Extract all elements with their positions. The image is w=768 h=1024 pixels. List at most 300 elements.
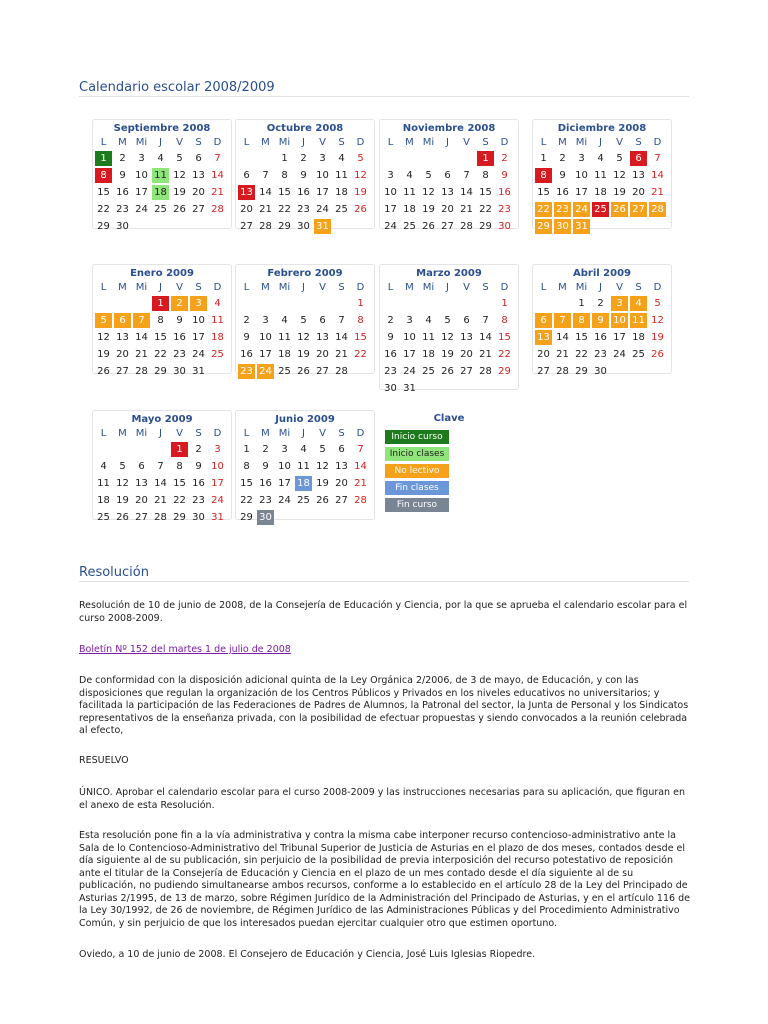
- calendar-day: 20: [116, 349, 129, 360]
- resolucion-paragraph-1: De conformidad con la disposición adicional quinta de la Ley Orgánica 2/2006, de 3 de mayo, de Educación, y con las disposiciones que regulan la organización de los Centros Públicos y Privados en los niveles educativos no universitarios; y facilitada la participación de las Federaciones de Padres de Alumnos, la Patronal del sector, la Junta de Personal y los Sindicatos representativos de la enseñanza privada, con la posibilidad de efectuar propuestas y siendo convocados a la reunión celebrada al efecto,: [79, 675, 689, 736]
- calendar-day: 12: [651, 315, 664, 326]
- month-calendar: [532, 264, 672, 377]
- calendar-day: 8: [176, 461, 183, 472]
- calendar-day: 17: [259, 349, 272, 360]
- calendar-day: 4: [214, 298, 221, 309]
- calendar-day: 25: [592, 202, 609, 217]
- week-row: [236, 202, 374, 218]
- empty-day: [257, 296, 274, 311]
- calendar-day: 24: [384, 221, 397, 232]
- calendar-day: 21: [556, 349, 569, 360]
- calendar-day: 24: [316, 204, 329, 215]
- calendar-day: 5: [616, 153, 623, 164]
- calendar-day: 21: [335, 349, 348, 360]
- week-row: [380, 219, 518, 235]
- empty-day: [133, 442, 150, 457]
- legend-item-inicio-curso: Inicio curso: [385, 430, 449, 444]
- weekday-header: M: [118, 282, 127, 293]
- calendar-day: 31: [314, 219, 331, 234]
- weekday-header: S: [338, 282, 345, 293]
- week-row: [236, 347, 374, 363]
- calendar-day: 31: [403, 383, 416, 394]
- calendar-day: 17: [613, 332, 626, 343]
- calendar-day: 26: [441, 366, 454, 377]
- weekday-header: V: [176, 137, 183, 148]
- calendar-day: 13: [116, 332, 129, 343]
- calendar-day: 4: [597, 153, 604, 164]
- calendar-day: 8: [243, 461, 250, 472]
- calendar-day: 14: [479, 332, 492, 343]
- calendar-day: 23: [594, 349, 607, 360]
- empty-day: [477, 296, 494, 311]
- weekday-header: V: [319, 137, 326, 148]
- weekday-header-row: [533, 280, 671, 296]
- weekday-header: L: [243, 428, 250, 439]
- calendar-day: 11: [97, 478, 110, 489]
- empty-day: [95, 442, 112, 457]
- weekday-header-row: [380, 135, 518, 151]
- calendar-day: 1: [540, 153, 547, 164]
- week-row: [380, 185, 518, 201]
- calendar-day: 13: [535, 330, 552, 345]
- calendar-day: 28: [335, 366, 348, 377]
- empty-day: [133, 296, 150, 311]
- calendar-day: 5: [357, 153, 364, 164]
- week-row: [236, 510, 374, 526]
- calendar-day: 10: [259, 332, 272, 343]
- calendar-day: 18: [594, 187, 607, 198]
- calendar-day: 11: [278, 332, 291, 343]
- calendar-day: 11: [422, 332, 435, 343]
- calendar-day: 30: [554, 219, 571, 234]
- calendar-day: 29: [154, 366, 167, 377]
- weekday-header: M: [261, 137, 270, 148]
- empty-day: [420, 381, 437, 396]
- calendar-day: 20: [441, 204, 454, 215]
- calendar-day: 3: [138, 153, 145, 164]
- empty-day: [439, 296, 456, 311]
- weekday-header: L: [540, 282, 547, 293]
- empty-day: [209, 219, 226, 234]
- week-row: [236, 330, 374, 346]
- month-name: Febrero 2009: [267, 268, 343, 279]
- calendar-day: 21: [135, 349, 148, 360]
- empty-day: [333, 219, 350, 234]
- resolucion-paragraph-2: Esta resolución pone fin a la vía administrativa y contra la misma cabe interponer recurso contencioso-administrativo ante la Sala de lo Contencioso-Administrativo del Tribunal Superior de Justicia de Asturias en el plazo de dos meses, contados desde el día siguiente al de su publicación, sin perjuicio de la posibilidad de previa interposición del recurso potestativo de reposición ante el titular de la Consejería de Educación y Ciencia en el plazo de un mes contado desde el día siguiente al de su publicación, no pudiendo simultanearse ambos recursos, conforme a lo establecido en el artículo 28 de la Ley del Principado de Asturias 2/1995, de 13 de marzo, sobre Régimen Jurídico de la Administración del Principado de Asturias, y en el artículo 116 de la Ley 30/1992, de 26 de noviembre, de Régimen Jurídico de las Administraciones Públicas y del Procedimiento Administrativo Común, y sin perjuicio de que los interesados puedan ejercitar cualquier otro que estimen oportuno.: [79, 830, 690, 929]
- resolucion-intro: Resolución de 10 de junio de 2008, de la Consejería de Educación y Ciencia, por la que se aprueba el calendario escolar para el curso 2008-2009.: [79, 600, 688, 624]
- week-row: [380, 296, 518, 312]
- calendar-day: 22: [575, 349, 588, 360]
- calendar-day: 22: [154, 349, 167, 360]
- calendar-day: 1: [243, 444, 250, 455]
- weekday-header: S: [195, 282, 202, 293]
- weekday-header: M: [118, 137, 127, 148]
- week-row: [533, 364, 671, 380]
- calendar-day: 17: [192, 332, 205, 343]
- calendar-day: 21: [211, 187, 224, 198]
- empty-day: [133, 219, 150, 234]
- calendar-day: 11: [152, 168, 169, 183]
- calendar-day: 19: [354, 187, 367, 198]
- calendar-day: 12: [613, 170, 626, 181]
- calendar-day: 23: [192, 495, 205, 506]
- calendar-day: 18: [295, 476, 312, 491]
- calendar-day: 18: [152, 185, 169, 200]
- weekday-header: Mi: [278, 428, 291, 439]
- calendar-day: 7: [482, 315, 489, 326]
- legend-item-fin-clases: Fin clases: [385, 481, 449, 495]
- calendar-day: 19: [173, 187, 186, 198]
- calendar-day: 7: [463, 170, 470, 181]
- weekday-header: D: [653, 137, 662, 148]
- empty-day: [295, 510, 312, 525]
- calendar-title-rule: [79, 96, 689, 97]
- calendar-day: 20: [460, 349, 473, 360]
- empty-day: [209, 364, 226, 379]
- calendar-day: 13: [632, 170, 645, 181]
- calendar-day: 3: [578, 153, 585, 164]
- calendar-day: 7: [214, 153, 221, 164]
- calendar-day: 26: [173, 204, 186, 215]
- week-row: [236, 168, 374, 184]
- month-calendar: [379, 119, 519, 232]
- calendar-day: 2: [171, 296, 188, 311]
- calendar-day: 4: [281, 315, 288, 326]
- empty-day: [649, 364, 666, 379]
- calendar-day: 16: [116, 187, 129, 198]
- week-row: [93, 347, 231, 363]
- weekday-header: J: [302, 282, 305, 293]
- calendar-day: 24: [278, 495, 291, 506]
- calendar-day: 13: [441, 187, 454, 198]
- calendar-day: 2: [597, 298, 604, 309]
- calendar-day: 22: [479, 204, 492, 215]
- week-row: [533, 219, 671, 235]
- calendar-day: 15: [575, 332, 588, 343]
- unico-paragraph: ÚNICO. Aprobar el calendario escolar para el curso 2008-2009 y las instrucciones necesarias para su aplicación, que figuran en el anexo de esta Resolución.: [79, 787, 685, 811]
- calendar-day: 9: [501, 170, 508, 181]
- calendar-day: 31: [211, 512, 224, 523]
- weekday-header: D: [356, 137, 365, 148]
- week-row: [93, 330, 231, 346]
- empty-day: [554, 296, 571, 311]
- calendar-day: 1: [95, 151, 112, 166]
- calendar-day: 5: [300, 315, 307, 326]
- calendar-day: 12: [316, 461, 329, 472]
- calendar-day: 7: [133, 313, 150, 328]
- calendar-day: 29: [173, 512, 186, 523]
- calendar-day: 6: [243, 170, 250, 181]
- calendar-day: 17: [135, 187, 148, 198]
- weekday-header: S: [195, 137, 202, 148]
- calendar-day: 11: [630, 313, 647, 328]
- weekday-header-row: [93, 135, 231, 151]
- calendar-day: 8: [535, 168, 552, 183]
- week-row: [533, 313, 671, 329]
- weekday-header: M: [405, 137, 414, 148]
- calendar-day: 7: [157, 461, 164, 472]
- calendar-day: 27: [135, 512, 148, 523]
- week-row: [93, 313, 231, 329]
- month-name: Enero 2009: [130, 268, 194, 279]
- calendar-day: 2: [195, 444, 202, 455]
- calendar-day: 23: [297, 204, 310, 215]
- calendar-day: 9: [559, 170, 566, 181]
- weekday-header: V: [319, 428, 326, 439]
- calendar-day: 23: [498, 204, 511, 215]
- empty-day: [276, 510, 293, 525]
- calendar-day: 4: [406, 170, 413, 181]
- calendar-day: 14: [460, 187, 473, 198]
- weekday-header: Mi: [135, 282, 148, 293]
- empty-day: [95, 296, 112, 311]
- month-calendar: [235, 410, 375, 523]
- calendar-day: 17: [316, 187, 329, 198]
- boletin-link[interactable]: Boletín Nº 152 del martes 1 de julio de 2008: [79, 644, 291, 655]
- empty-day: [420, 296, 437, 311]
- calendar-day: 23: [116, 204, 129, 215]
- calendar-day: 14: [259, 187, 272, 198]
- calendar-day: 29: [278, 221, 291, 232]
- calendar-day: 5: [95, 313, 112, 328]
- week-row: [93, 510, 231, 526]
- calendar-day: 10: [278, 461, 291, 472]
- calendar-day: 22: [535, 202, 552, 217]
- month-calendar: [235, 264, 375, 377]
- calendar-day: 6: [114, 313, 131, 328]
- weekday-header: D: [213, 282, 222, 293]
- calendar-day: 30: [257, 510, 274, 525]
- weekday-header: L: [100, 282, 107, 293]
- calendar-day: 28: [556, 366, 569, 377]
- calendar-day: 8: [482, 170, 489, 181]
- calendar-day: 4: [100, 461, 107, 472]
- month-calendar: [532, 119, 672, 232]
- weekday-header: D: [653, 282, 662, 293]
- legend-title: Clave: [433, 413, 465, 424]
- week-row: [236, 296, 374, 312]
- calendar-day: 23: [554, 202, 571, 217]
- calendar-day: 16: [173, 332, 186, 343]
- calendar-day: 7: [338, 315, 345, 326]
- weekday-header: J: [159, 282, 162, 293]
- legend: [379, 410, 519, 520]
- calendar-day: 25: [422, 366, 435, 377]
- week-row: [93, 493, 231, 509]
- month-name: Abril 2009: [573, 268, 631, 279]
- empty-day: [276, 296, 293, 311]
- calendar-day: 5: [425, 170, 432, 181]
- calendar-day: 30: [384, 383, 397, 394]
- calendar-day: 6: [444, 170, 451, 181]
- calendar-day: 15: [240, 478, 253, 489]
- calendar-day: 9: [592, 313, 609, 328]
- week-row: [533, 185, 671, 201]
- calendar-day: 3: [190, 296, 207, 311]
- month-calendar: [92, 410, 232, 523]
- empty-day: [401, 296, 418, 311]
- weekday-header-row: [236, 280, 374, 296]
- calendar-day: 15: [537, 187, 550, 198]
- week-row: [93, 168, 231, 184]
- week-row: [236, 364, 374, 380]
- calendar-day: 9: [387, 332, 394, 343]
- calendar-day: 20: [335, 478, 348, 489]
- weekday-header: S: [482, 137, 489, 148]
- week-row: [380, 151, 518, 167]
- weekday-header: M: [261, 428, 270, 439]
- calendar-day: 7: [357, 444, 364, 455]
- calendar-day: 29: [575, 366, 588, 377]
- month-name: Septiembre 2008: [113, 123, 211, 134]
- weekday-header: L: [243, 282, 250, 293]
- calendar-day: 22: [278, 204, 291, 215]
- empty-day: [257, 151, 274, 166]
- week-row: [533, 202, 671, 218]
- week-row: [236, 459, 374, 475]
- week-row: [533, 330, 671, 346]
- calendar-day: 11: [297, 461, 310, 472]
- month-name: Mayo 2009: [131, 414, 193, 425]
- calendar-day: 10: [211, 461, 224, 472]
- month-calendar: [235, 119, 375, 232]
- calendar-day: 27: [460, 366, 473, 377]
- calendar-day: 27: [240, 221, 253, 232]
- calendar-day: 2: [243, 315, 250, 326]
- calendar-day: 26: [116, 512, 129, 523]
- week-row: [380, 313, 518, 329]
- weekday-header: Mi: [575, 282, 588, 293]
- calendar-day: 24: [192, 349, 205, 360]
- empty-day: [152, 219, 169, 234]
- weekday-header: S: [195, 428, 202, 439]
- calendar-day: 26: [651, 349, 664, 360]
- calendar-day: 27: [316, 366, 329, 377]
- empty-day: [401, 151, 418, 166]
- calendar-day: 15: [479, 187, 492, 198]
- calendar-day: 29: [535, 219, 552, 234]
- empty-day: [333, 510, 350, 525]
- weekday-header: Mi: [422, 282, 435, 293]
- calendar-day: 24: [211, 495, 224, 506]
- calendar-day: 20: [632, 187, 645, 198]
- calendar-day: 7: [654, 153, 661, 164]
- calendar-day: 16: [259, 478, 272, 489]
- calendar-day: 21: [479, 349, 492, 360]
- calendar-day: 27: [630, 202, 647, 217]
- calendar-day: 19: [651, 332, 664, 343]
- calendar-day: 25: [335, 204, 348, 215]
- calendar-day: 28: [649, 202, 666, 217]
- empty-day: [439, 151, 456, 166]
- calendar-day: 24: [613, 349, 626, 360]
- weekday-header: V: [319, 282, 326, 293]
- calendar-day: 1: [281, 153, 288, 164]
- weekday-header: S: [338, 428, 345, 439]
- calendar-day: 6: [338, 444, 345, 455]
- calendar-day: 20: [192, 187, 205, 198]
- week-row: [380, 347, 518, 363]
- calendar-day: 16: [240, 349, 253, 360]
- week-row: [93, 151, 231, 167]
- empty-day: [420, 151, 437, 166]
- calendar-day: 22: [240, 495, 253, 506]
- weekday-header-row: [236, 135, 374, 151]
- calendar-day: 8: [157, 315, 164, 326]
- calendar-day: 2: [501, 153, 508, 164]
- calendar-day: 13: [316, 332, 329, 343]
- month-calendar: [379, 264, 519, 394]
- calendar-day: 3: [214, 444, 221, 455]
- week-row: [533, 151, 671, 167]
- week-row: [533, 168, 671, 184]
- calendar-day: 1: [357, 298, 364, 309]
- empty-day: [382, 296, 399, 311]
- empty-day: [477, 381, 494, 396]
- calendar-day: 4: [338, 153, 345, 164]
- weekday-header: Mi: [422, 137, 435, 148]
- calendar-day: 25: [278, 366, 291, 377]
- resolucion-title-rule: [79, 581, 689, 582]
- calendar-day: 11: [594, 170, 607, 181]
- calendar-day: 3: [281, 444, 288, 455]
- calendar-day: 1: [578, 298, 585, 309]
- empty-day: [314, 296, 331, 311]
- weekday-header: Mi: [135, 428, 148, 439]
- calendar-day: 6: [319, 315, 326, 326]
- calendar-day: 13: [335, 461, 348, 472]
- calendar-day: 8: [357, 315, 364, 326]
- calendar-day: 13: [192, 170, 205, 181]
- calendar-day: 22: [498, 349, 511, 360]
- calendar-day: 12: [422, 187, 435, 198]
- calendar-day: 12: [297, 332, 310, 343]
- calendar-day: 8: [573, 313, 590, 328]
- empty-day: [439, 381, 456, 396]
- calendar-day: 26: [354, 204, 367, 215]
- calendar-day: 8: [501, 315, 508, 326]
- calendar-day: 4: [425, 315, 432, 326]
- calendar-day: 22: [173, 495, 186, 506]
- empty-day: [352, 219, 369, 234]
- weekday-header: V: [616, 137, 623, 148]
- empty-day: [333, 296, 350, 311]
- weekday-header-row: [380, 280, 518, 296]
- weekday-header: M: [405, 282, 414, 293]
- calendar-title: Calendario escolar 2008/2009: [79, 80, 275, 95]
- week-row: [93, 364, 231, 380]
- calendar-day: 29: [498, 366, 511, 377]
- calendar-day: 24: [257, 364, 274, 379]
- calendar-day: 11: [403, 187, 416, 198]
- calendar-day: 26: [97, 366, 110, 377]
- calendar-day: 18: [403, 204, 416, 215]
- calendar-day: 28: [135, 366, 148, 377]
- week-row: [236, 151, 374, 167]
- weekday-header: D: [213, 428, 222, 439]
- calendar-day: 15: [154, 332, 167, 343]
- legend-item-inicio-clases: Inicio clases: [385, 447, 449, 461]
- calendar-day: 21: [259, 204, 272, 215]
- calendar-day: 30: [498, 221, 511, 232]
- weekday-header: Mi: [575, 137, 588, 148]
- month-calendar: [92, 119, 232, 232]
- calendar-day: 14: [211, 170, 224, 181]
- month-name: Noviembre 2008: [402, 123, 496, 134]
- weekday-header: D: [500, 137, 509, 148]
- calendar-day: 3: [387, 170, 394, 181]
- empty-day: [352, 364, 369, 379]
